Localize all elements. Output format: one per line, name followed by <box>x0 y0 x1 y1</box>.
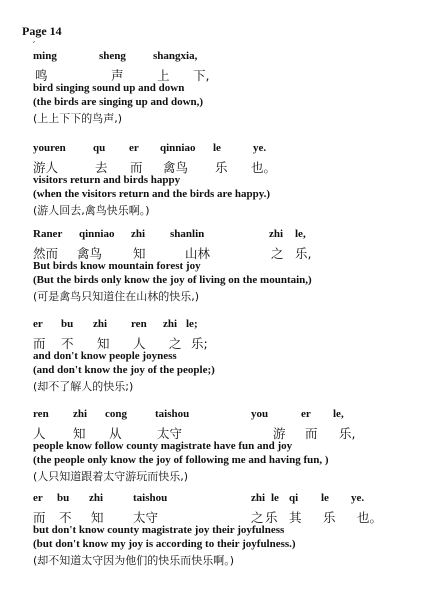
hanzi-char: 下, <box>193 68 210 83</box>
hanzi-char: 之 <box>271 246 284 261</box>
hanzi-char: 去 <box>95 160 108 175</box>
stanza-3 <box>33 228 312 302</box>
chinese-translation: (人只知道跟着太守游玩而快乐,) <box>33 470 189 483</box>
pinyin-word: shangxia, <box>153 50 198 62</box>
hanzi-char: 鸣 <box>35 68 48 83</box>
pinyin-word: le <box>271 492 279 504</box>
chinese-translation: (却不知道太守因为他们的快乐而快乐啊。) <box>33 554 235 567</box>
chinese-translation: (可是禽鸟只知道住在山林的快乐,) <box>33 290 200 303</box>
pinyin-word: er <box>33 318 43 330</box>
hanzi-char: 上 <box>157 68 170 83</box>
pinyin-word: le, <box>295 228 306 240</box>
page-number: Page 14 <box>22 24 62 38</box>
pinyin-word: taishou <box>133 492 168 504</box>
hanzi-char: 禽鸟 <box>77 246 103 261</box>
word-gloss: visitors return and birds happy <box>33 174 181 186</box>
word-gloss: people know follow county magistrate have fun and joy <box>33 440 293 452</box>
hanzi-char: 也。 <box>251 160 277 175</box>
pinyin-word: sheng <box>99 50 126 62</box>
pinyin-word: qinniao <box>79 228 115 240</box>
pinyin-row <box>33 492 365 508</box>
word-gloss: But birds know mountain forest joy <box>33 260 201 272</box>
pinyin-word: qu <box>93 142 106 154</box>
stanza-5 <box>33 408 356 483</box>
hanzi-char: 山林 <box>185 246 211 261</box>
hanzi-char: 而 <box>130 160 143 175</box>
pinyin-word: ren <box>131 318 147 330</box>
pinyin-word: bu <box>57 492 70 504</box>
hanzi-char: 乐 <box>323 510 336 525</box>
hanzi-row <box>33 66 210 83</box>
pinyin-word: le, <box>333 408 344 420</box>
hanzi-char: 不 <box>61 336 74 351</box>
pinyin-word: ren <box>33 408 49 420</box>
hanzi-char: 不 <box>59 510 72 525</box>
hanzi-char: 声 <box>111 68 124 83</box>
hanzi-char: 人 <box>33 426 46 441</box>
pinyin-word: zhi <box>131 228 146 240</box>
pinyin-word: cong <box>105 408 127 420</box>
hanzi-row <box>33 158 277 175</box>
hanzi-char: 人 <box>133 336 146 351</box>
hanzi-char: 乐 <box>215 160 228 175</box>
hanzi-char: 而 <box>33 510 46 525</box>
english-translation: (but don't know my joy is according to their joyfulness.) <box>33 538 296 550</box>
hanzi-char: 乐, <box>295 246 312 261</box>
pinyin-word: qinniao <box>160 142 196 154</box>
pinyin-word: shanlin <box>170 228 205 240</box>
pinyin-word: ming <box>33 50 57 62</box>
pinyin-row <box>33 142 270 158</box>
english-translation: (when the visitors return and the birds are happy.) <box>33 188 271 200</box>
english-translation: (the birds are singing up and down,) <box>33 96 204 108</box>
chinese-translation: (上上下下的鸟声,) <box>33 112 123 125</box>
hanzi-char: 从 <box>109 426 122 441</box>
pinyin-word: zhi <box>93 318 108 330</box>
hanzi-char: 知 <box>91 510 104 525</box>
hanzi-char: 也。 <box>357 510 383 525</box>
pinyin-row <box>33 318 215 334</box>
hanzi-row <box>33 424 356 441</box>
word-gloss: but don't know county magistrate joy their joyfulness <box>33 524 285 536</box>
hanzi-char: 乐, <box>339 426 356 441</box>
stanza-6 <box>33 492 383 567</box>
hanzi-char: 禽鸟 <box>163 160 189 175</box>
hanzi-char: 乐 <box>265 510 278 525</box>
pinyin-word: er <box>301 408 311 420</box>
english-translation: (But the birds only know the joy of living on the mountain,) <box>33 274 312 286</box>
hanzi-char: 而 <box>33 336 46 351</box>
hanzi-char: 之 <box>169 336 182 351</box>
english-translation: (the people only know the joy of following me and having fun, ) <box>33 454 329 466</box>
pinyin-row <box>33 408 344 424</box>
pinyin-word: ye. <box>253 142 267 154</box>
pinyin-row <box>33 50 203 66</box>
pinyin-word: zhi <box>269 228 284 240</box>
hanzi-char: 太守 <box>133 510 159 525</box>
pinyin-word: Raner <box>33 228 63 240</box>
pinyin-word: zhi <box>163 318 178 330</box>
hanzi-char: 之 <box>251 510 264 525</box>
pinyin-row <box>33 228 312 244</box>
hanzi-row <box>33 334 215 350</box>
stanza-2 <box>33 142 277 217</box>
stanza-4 <box>33 318 215 392</box>
hanzi-char: 太守 <box>157 426 183 441</box>
pinyin-word: bu <box>61 318 74 330</box>
pinyin-word: zhi <box>73 408 88 420</box>
pinyin-word: le <box>213 142 221 154</box>
pinyin-word: zhi <box>251 492 266 504</box>
hanzi-char: 而 <box>305 426 318 441</box>
chinese-translation: (却不了解人的快乐;) <box>33 380 134 393</box>
pinyin-word: le <box>321 492 329 504</box>
word-gloss: bird singing sound up and down <box>33 82 185 94</box>
hanzi-char: 游人 <box>33 160 59 175</box>
pinyin-word: youren <box>33 142 66 154</box>
stanza-1 <box>33 50 210 125</box>
pinyin-word: taishou <box>155 408 190 420</box>
hanzi-char: 然而 <box>33 246 59 261</box>
pinyin-word: ye. <box>351 492 365 504</box>
hanzi-char: 游 <box>273 426 286 441</box>
hanzi-char: 其 <box>289 510 302 525</box>
hanzi-char: 乐; <box>191 336 208 351</box>
hanzi-row <box>33 244 312 260</box>
hanzi-row <box>33 508 383 525</box>
hanzi-char: 知 <box>73 426 86 441</box>
pinyin-word: er <box>33 492 43 504</box>
word-gloss: and don't know people joyness <box>33 350 177 362</box>
hanzi-char: 知 <box>133 246 146 261</box>
hanzi-char: 知 <box>97 336 110 351</box>
pinyin-word: you <box>251 408 269 420</box>
pinyin-word: le; <box>186 318 198 330</box>
pinyin-word: qi <box>289 492 299 504</box>
english-translation: (and don't know the joy of the people;) <box>33 364 215 376</box>
pinyin-word: zhi <box>89 492 104 504</box>
pinyin-word: er <box>129 142 139 154</box>
chinese-translation: (游人回去,禽鸟快乐啊。) <box>33 204 150 217</box>
